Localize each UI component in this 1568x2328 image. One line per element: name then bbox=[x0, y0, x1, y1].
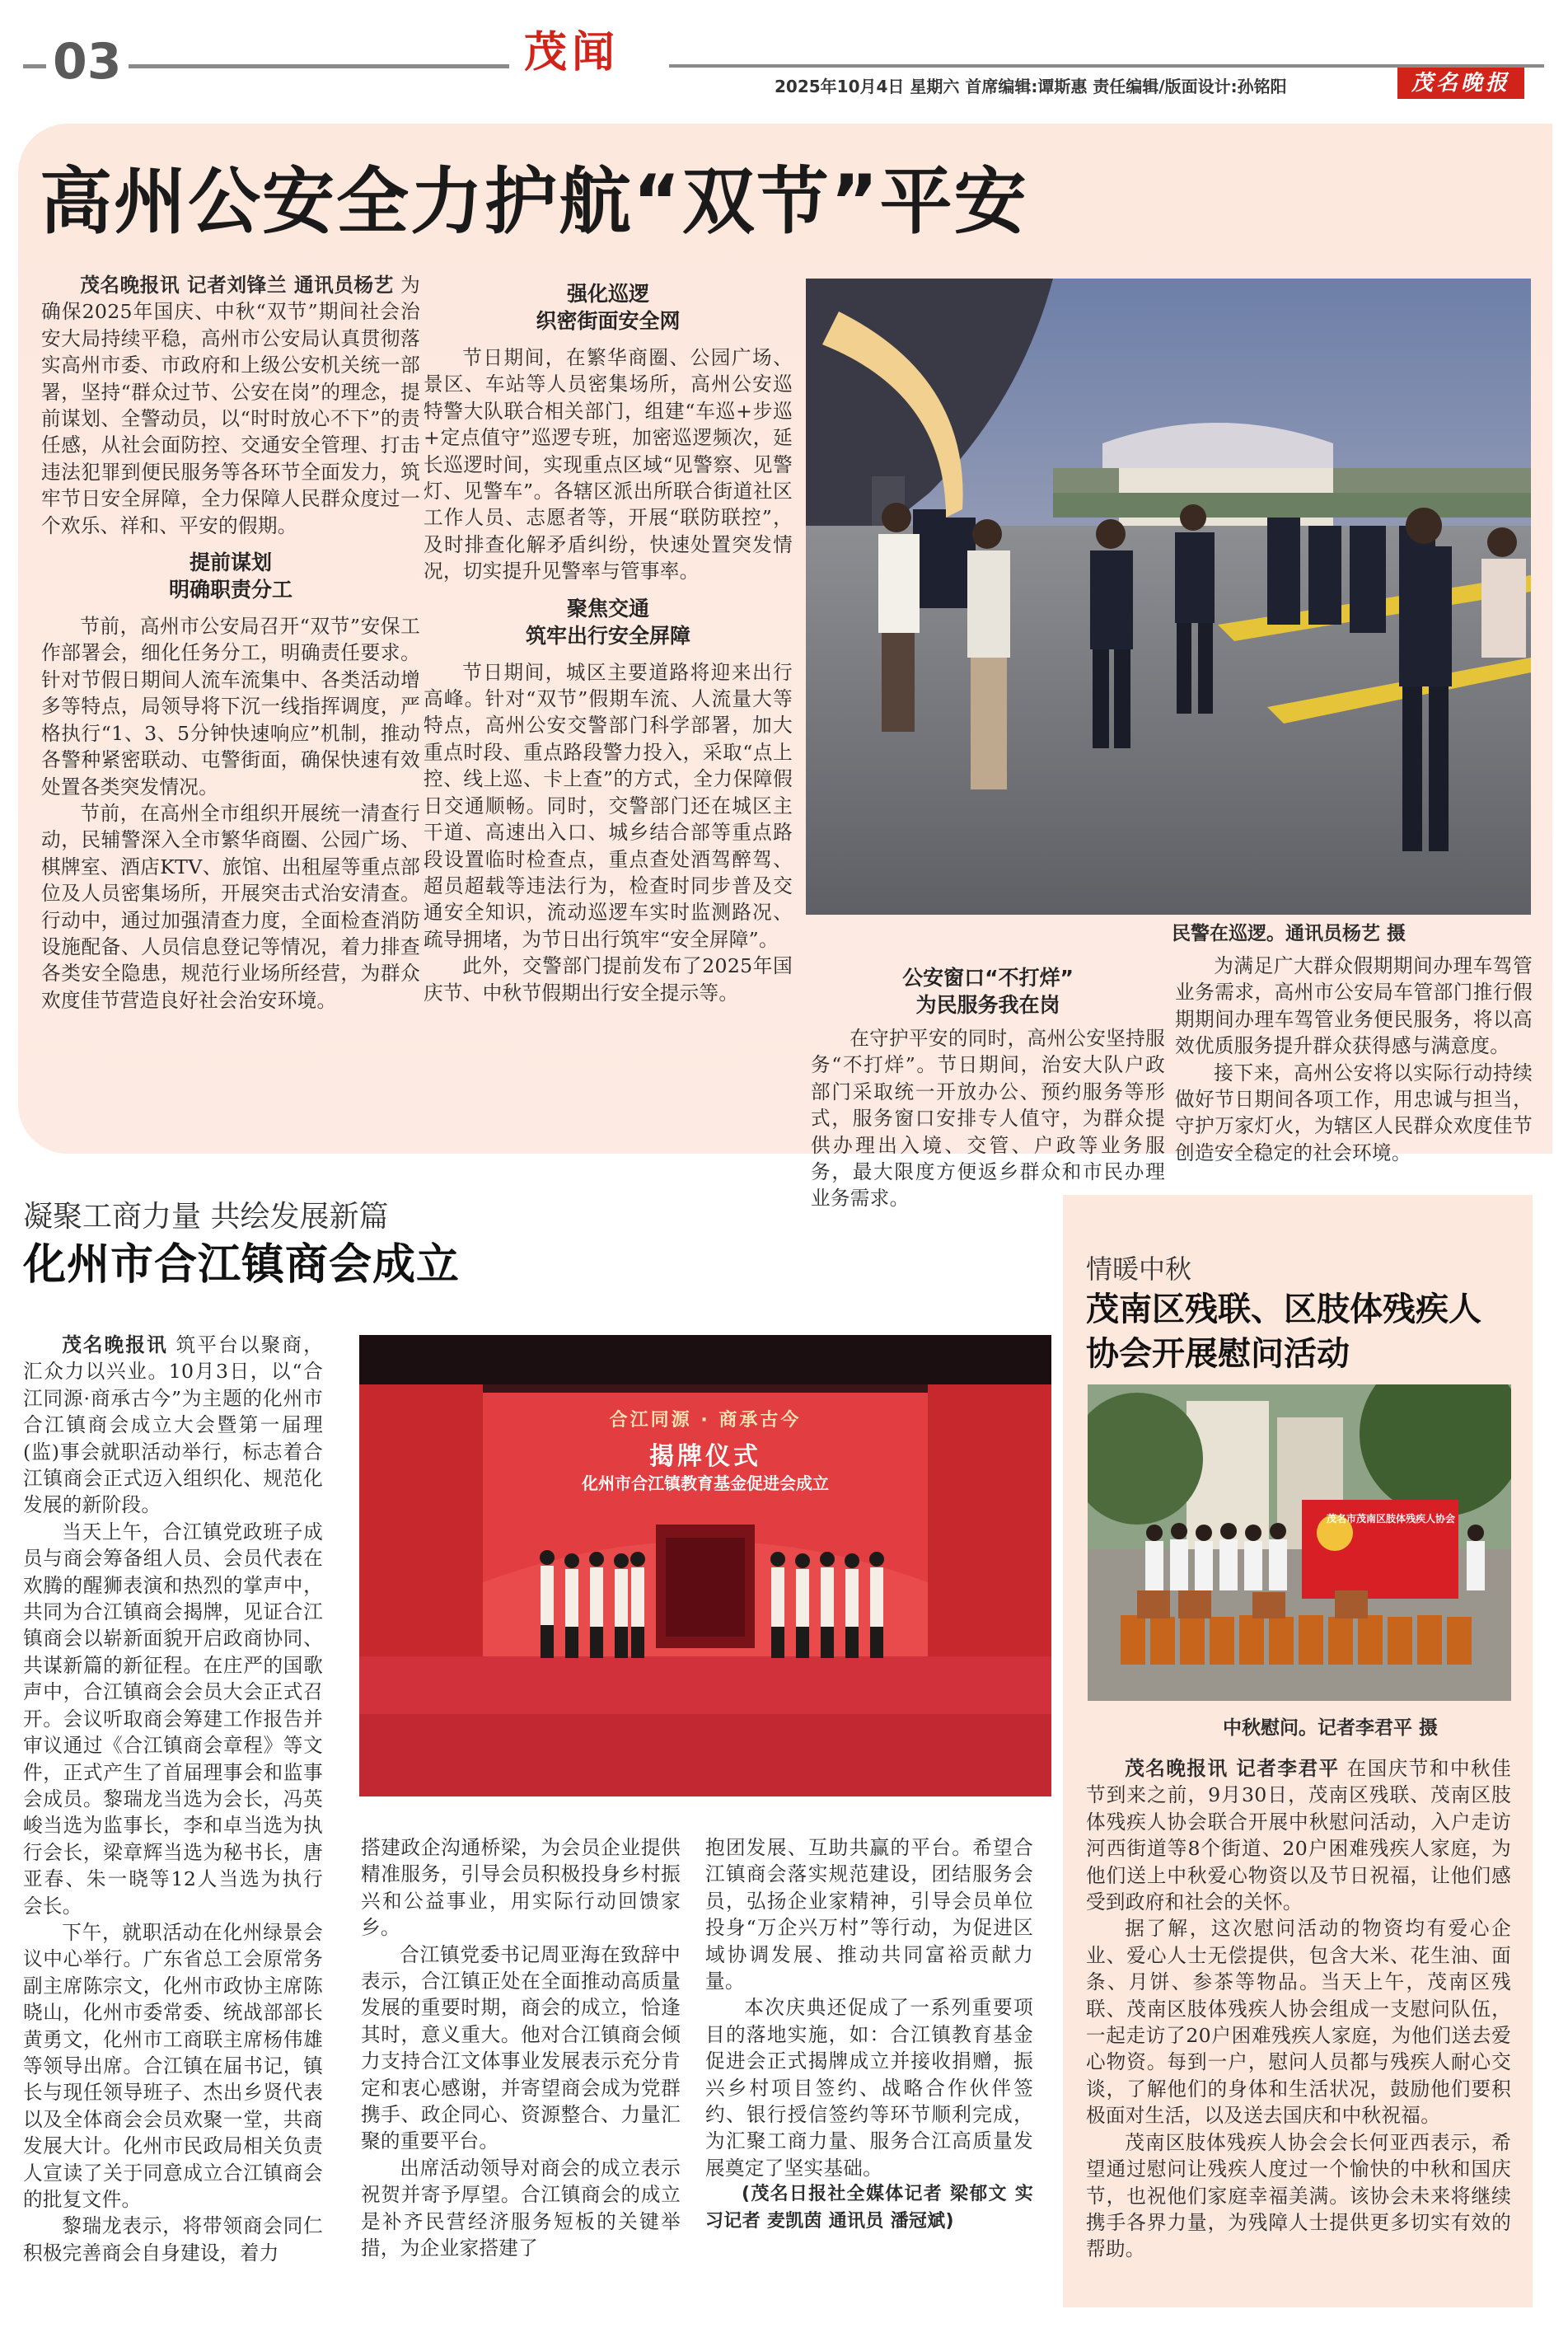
photo-mid-autumn-visit bbox=[1088, 1384, 1511, 1701]
photo-caption: 民警在巡逻。通讯员杨艺 摄 bbox=[1172, 923, 1407, 944]
page-number: 03 bbox=[46, 33, 129, 91]
subheading-4-line1: 公安窗口“不打烊” bbox=[902, 966, 1074, 990]
masthead-logo: 茂名晚报 bbox=[1397, 68, 1524, 99]
paragraph: 接下来，高州公安将以实际行动持续做好节日期间各项工作，用忠诚与担当，守护万家灯火，为辖区人民群众欢度佳节创造安全稳定的社会环境。 bbox=[1175, 1061, 1533, 1164]
maonan-body bbox=[1086, 1755, 1511, 2263]
article-hejiang-chamber bbox=[23, 1187, 1053, 2307]
paragraph: 出席活动领导对商会的成立表示祝贺并寄予厚望。合江镇商会的成立是补齐民营经济服务短板的关键举措，为企业家搭建了 bbox=[361, 2156, 681, 2260]
photo-unveiling-ceremony bbox=[359, 1335, 1051, 1796]
paragraph: 此外，交警部门提前发布了2025年国庆节、中秋节假期出行安全提示等。 bbox=[424, 954, 793, 1005]
paragraph: 茂名晚报讯 筑平台以聚商，汇众力以兴业。10月3日，以“合江同源·商承古今”为主题的化州市合江镇商会成立大会暨第一届理(监)事会就职活动举行，标志着合江镇商会正式迈入组织化、规范化发展的新阶段。 bbox=[23, 1333, 323, 1517]
subheading-3-line1: 聚焦交通 bbox=[566, 596, 649, 621]
byline: 茂名晚报讯 记者刘锋兰 通讯员杨艺 bbox=[80, 274, 394, 297]
photo-police-patrol bbox=[806, 279, 1531, 915]
stage-theme-text: 合江同源 · 商承古今 bbox=[609, 1410, 802, 1431]
subheading-2-line2: 织密街面安全网 bbox=[536, 309, 681, 333]
patrol-scene-image bbox=[806, 279, 1531, 915]
paragraph: 抱团发展、互助共赢的平台。希望合江镇商会落实规范建设，团结服务会员，弘扬企业家精神，引导会员单位投身“万企兴万村”等行动，为促进区域协调发展、推动共同富裕贡献力量。 bbox=[705, 1836, 1033, 1993]
photo-caption-maonan: 中秋慰问。记者李君平 摄 bbox=[1223, 1717, 1439, 1739]
subheading-1-line2: 明确职责分工 bbox=[168, 578, 293, 602]
paragraph: 节日期间，城区主要道路将迎来出行高峰。针对“双节”假期车流、人流量大等特点，高州公安交警部门科学部署，加大重点时段、重点路段警力投入，采取“点上控、线上巡、卡上查”的方式，全力保障假日交通顺畅。同时，交警部门还在城区主干道、高速出入口、城乡结合部等重点路段设置临时检查点，重点查处酒驾醉驾、超员超载等违法行为，检查时同步普及交通安全知识，流动巡逻车实时监测路况、疏导拥堵，为节日出行筑牢“安全屏障”。 bbox=[424, 660, 793, 951]
credit-line: (茂名日报社全媒体记者 梁郁文 实习记者 麦凯茵 通讯员 潘冠斌) bbox=[705, 2184, 1033, 2232]
lead-paragraph: 茂名晚报讯 记者刘锋兰 通讯员杨艺 为确保2025年国庆、中秋“双节”期间社会治安大局持续平稳，高州市公安局认真贯彻落实高州市委、市政府和上级公安机关统一部署，坚持“群众过节、公安在岗”的理念，提前谋划、全警动员，以“时时放心不下”的责任感，从社会面防控、交通安全管理、打击违法犯罪到便民服务等各环节全面发力，筑牢节日安全屏障，全力保障人民群众度过一个欢乐、祥和、平安的假期。 bbox=[41, 274, 420, 537]
column-b bbox=[361, 1834, 681, 2262]
column-3 bbox=[811, 948, 1165, 1212]
paragraph: 为满足广大群众假期期间办理车驾管业务需求，高州市公安局车管部门推行假期期间办理车驾管业务便民服务，将以高效优质服务提升群众获得感与满意度。 bbox=[1175, 954, 1533, 1058]
subheading-2 bbox=[424, 280, 793, 335]
paragraph: 下午，就职活动在化州绿景会议中心举行。广东省总工会原常务副主席陈宗文，化州市政协主席陈晓山，化州市委常委、统战部部长黄勇文，化州市工商联主席杨伟雄等领导出席。合江镇在届书记，镇长与现任领导班子、杰出乡贤代表以及全体商会会员欢聚一堂，共商发展大计。化州市民政局相关负责人宣读了关于同意成立合江镇商会的批复文件。 bbox=[23, 1920, 323, 2211]
paragraph: 节日期间，在繁华商圈、公园广场、景区、车站等人员密集场所，高州公安巡特警大队联合相关部门，组建“车巡+步巡+定点值守”巡逻专班，加密巡逻频次，延长巡逻时间，实现重点区域“见警察、见警灯、见警车”。各辖区派出所联合街道社区工作人员、志愿者等，开展“联防联控”，及时排查化解矛盾纠纷，快速处置突发情况，切实提升见警率与管事率。 bbox=[424, 346, 793, 583]
headline-maonan-line2: 协会开展慰问活动 bbox=[1086, 1335, 1350, 1373]
subheading-1-line1: 提前谋划 bbox=[189, 550, 272, 575]
headline-maonan-line1: 茂南区残联、区肢体残疾人 bbox=[1086, 1290, 1481, 1328]
byline: 茂名晚报讯 记者李君平 bbox=[1125, 1757, 1340, 1780]
paragraph: 茂名晚报讯 记者李君平 在国庆节和中秋佳节到来之前，9月30日，茂南区残联、茂南区肢体残疾人协会联合开展中秋慰问活动，入户走访河西街道等8个街道、20户困难残疾人家庭，为他们送上中秋爱心物资以及节日祝福，让他们感受到政府和社会的关怀。 bbox=[1086, 1757, 1511, 1914]
kicker-maonan: 情暖中秋 bbox=[1086, 1253, 1192, 1285]
subheading-4-line2: 为民服务我在岗 bbox=[915, 993, 1060, 1017]
date-info: 2025年10月4日 星期六 首席编辑:谭斯惠 责任编辑/版面设计:孙铭阳 bbox=[775, 77, 1287, 96]
column-c bbox=[705, 1834, 1033, 2235]
paragraph: 茂南区肢体残疾人协会会长何亚西表示，希望通过慰问让残疾人度过一个愉快的中秋和国庆节，也祝他们家庭幸福美满。该协会未来将继续携手各界力量，为残障人士提供更多切实有效的帮助。 bbox=[1086, 2130, 1511, 2261]
headline-maonan bbox=[1086, 1287, 1523, 1376]
stage-sub-text: 化州市合江镇教育基金促进会成立 bbox=[582, 1473, 829, 1493]
column-a bbox=[23, 1332, 323, 2266]
subheading-2-line1: 强化巡逻 bbox=[566, 282, 649, 306]
headline-gaozhou: 高州公安全力护航“双节”平安 bbox=[40, 159, 1028, 244]
subheading-1 bbox=[41, 549, 420, 603]
ceremony-stage-image bbox=[359, 1335, 1051, 1796]
paragraph: 搭建政企沟通桥梁，为会员企业提供精准服务，引导会员积极投身乡村振兴和公益事业，用实际行动回馈家乡。 bbox=[361, 1836, 681, 1940]
article-gaozhou-police bbox=[18, 124, 1552, 1211]
paragraph: 节前，高州市公安局召开“双节”安保工作部署会，细化任务分工，明确责任要求。针对节假日期间人流车流集中、各类活动增多等特点，局领导将下沉一线指挥调度，严格执行“1、3、5分钟快速响应”机制，推动各警种紧密联动、屯警街面，确保快速有效处置各类突发情况。 bbox=[41, 615, 420, 799]
kicker-hejiang: 凝聚工商力量 共绘发展新篇 bbox=[23, 1200, 389, 1234]
flag-text: 茂名市茂南区肢体残疾人协会 bbox=[1327, 1513, 1456, 1525]
visit-group-image bbox=[1088, 1384, 1511, 1701]
paragraph: 据了解，这次慰问活动的物资均有爱心企业、爱心人士无偿提供，包含大米、花生油、面条、月饼、参茶等物品。当天上午，茂南区残联、茂南区肢体残疾人协会组成一支慰问队伍，一起走访了20户困难残疾人家庭，为他们送去爱心物资。每到一户，慰问人员都与残疾人耐心交谈，了解他们的身体和生活状况，鼓励他们要积极面对生活，以及送去国庆和中秋祝福。 bbox=[1086, 1917, 1511, 2128]
column-2 bbox=[424, 280, 793, 1006]
page-header bbox=[0, 0, 1568, 107]
paragraph: 合江镇党委书记周亚海在致辞中表示，合江镇正处在全面推动高质量发展的重要时期，商会的成立，恰逢其时，意义重大。他对合江镇商会倾力支持合江文体事业发展表示充分肯定和衷心感谢，并寄望商会成为党群携手、政企同心、资源整合、力量汇聚的重要平台。 bbox=[361, 1942, 681, 2153]
paragraph: 本次庆典还促成了一系列重要项目的落地实施，如：合江镇教育基金促进会正式揭牌成立并接收捐赠，振兴乡村项目签约、战略合作伙伴签约、银行授信签约等环节顺利完成，为汇聚工商力量、服务合江高质量发展奠定了坚实基础。 bbox=[705, 1996, 1033, 2180]
paragraph: 黎瑞龙表示，将带领商会同仁积极完善商会自身建设，着力 bbox=[23, 2214, 323, 2265]
column-4 bbox=[1175, 953, 1533, 1166]
article-maonan-disability bbox=[1063, 1195, 1533, 2307]
paragraph: 节前，在高州全市组织开展统一清查行动，民辅警深入全市繁华商圈、公园广场、棋牌室、酒店KTV、旅馆、出租屋等重点部位及人员密集场所，开展突击式治安清查。行动中，通过加强清查力度，全面检查消防设施配备、人员信息登记等情况，着力排查各类安全隐患，规范行业场所经营，为群众欢度佳节营造良好社会治安环境。 bbox=[41, 801, 420, 1012]
section-name: 茂闻 bbox=[524, 28, 620, 77]
paragraph: 在守护平安的同时，高州公安坚持服务“不打烊”。节日期间，治安大队户政部门采取统一开放办公、预约服务等形式，服务窗口安排专人值守，为群众提供办理出入境、交管、户政等业务服务，最大限度方便返乡群众和市民办理业务需求。 bbox=[811, 1027, 1165, 1211]
subheading-4 bbox=[811, 964, 1165, 1019]
stage-banner-text: 揭牌仪式 bbox=[649, 1442, 761, 1471]
paragraph: 当天上午，合江镇党政班子成员与商会筹备组人员、会员代表在欢腾的醒狮表演和热烈的掌声中，共同为合江镇商会揭牌，见证合江镇商会以崭新面貌开启政商协同、共谋新篇的新征程。在庄严的国歌声中，合江镇商会会员大会正式召开。会议听取商会筹建工作报告并审议通过《合江镇商会章程》等文件，正式产生了首届理事会和监事会成员。黎瑞龙当选为会长，冯英峻当选为监事长，李和卓当选为执行会长，梁章辉当选为秘书长，唐亚春、朱一晓等12人当选为执行会长。 bbox=[23, 1520, 323, 1918]
subheading-3-line2: 筑牢出行安全屏障 bbox=[525, 623, 690, 648]
byline: 茂名晚报讯 bbox=[62, 1333, 168, 1356]
headline-hejiang: 化州市合江镇商会成立 bbox=[23, 1240, 461, 1290]
subheading-3 bbox=[424, 595, 793, 649]
column-1 bbox=[41, 272, 420, 1014]
